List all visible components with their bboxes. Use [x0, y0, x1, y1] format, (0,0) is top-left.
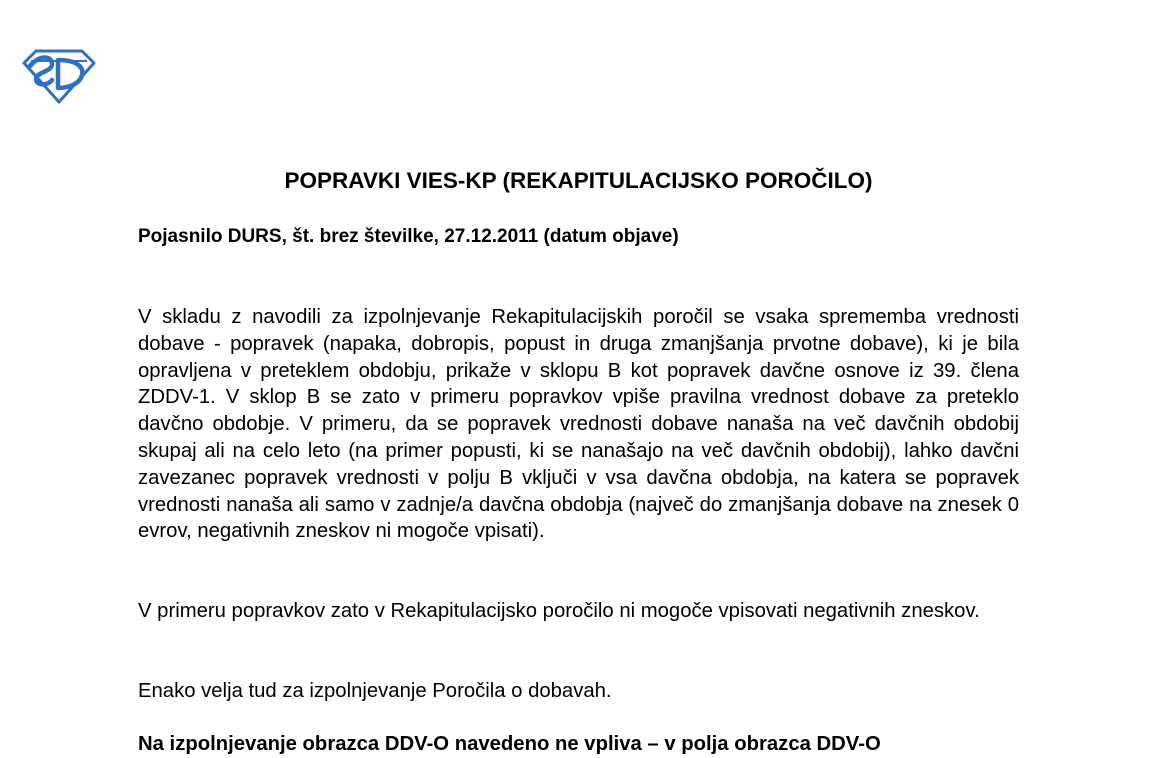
- paragraph-4: Na izpolnjevanje obrazca DDV-O navedeno ne vpliva – v polja obrazca DDV-O: [138, 733, 881, 755]
- paragraph-2: V primeru popravkov zato v Rekapitulacijsko poročilo ni mogoče vpisovati negativnih zneskov.: [138, 600, 980, 622]
- document-subtitle: Pojasnilo DURS, št. brez številke, 27.12.2011 (datum objave): [138, 226, 679, 247]
- page-title: POPRAVKI VIES-KP (REKAPITULACIJSKO POROČILO): [284, 168, 873, 193]
- paragraph-1: V skladu z navodili za izpolnjevanje Rekapitulacijskih poročil se vsaka sprememba vrednosti dobave - popravek (napaka, dobropis, popust in druga zmanjšanja prvotne dobave), ki je bila opravljena v preteklem obdobju, prikaže v sklopu B kot popravek davčne osnove iz 39. člena ZDDV-1. V sklop B se zato v primeru popravkov vpiše pravilna vrednost dobave za preteklo davčno obdobje. V primeru, da se popravek vrednosti dobave nanaša na več davčnih obdobij skupaj ali na celo leto (na primer popusti, ki se nanašajo na več davčnih obdobij), lahko davčni zavezanec popravek vrednosti v polju B vključi v vsa davčna obdobja, na katera se popravek vrednosti nanaša ali samo v zadnje/a davčna obdobja (največ do zmanjšanja dobave na znesek 0 evrov, negativnih zneskov ni mogoče vpisati).: [138, 306, 1019, 543]
- paragraph-3: Enako velja tud za izpolnjevanje Poročila o dobavah.: [138, 680, 612, 702]
- shield-logo-icon: [22, 48, 96, 104]
